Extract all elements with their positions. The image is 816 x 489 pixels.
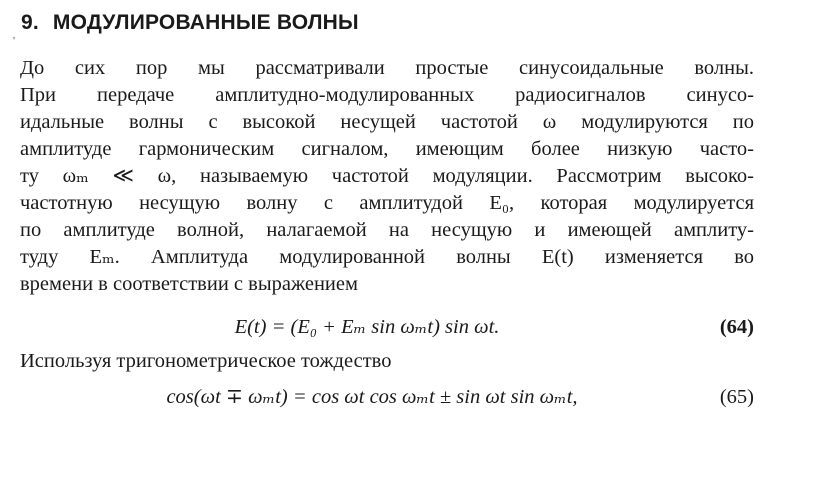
paragraph-line: идальные волны с высокой несущей частотой ω модулируются по bbox=[20, 111, 754, 133]
paragraph-line: туду Eₘ. Амплитуда модулированной волны E(t) изменяется во bbox=[20, 246, 754, 268]
paragraph-line: ту ωₘ ≪ ω, называемую частотой модуляции. Рассмотрим высоко- bbox=[20, 165, 754, 187]
equation-65 bbox=[20, 382, 754, 412]
paragraph-line: амплитуде гармоническим сигналом, имеющим более низкую часто- bbox=[20, 138, 754, 160]
paragraph-line: по амплитуде волной, налагаемой на несущую и имеющей амплиту- bbox=[20, 219, 754, 241]
equation-65-number: (65) bbox=[719, 386, 754, 408]
equation-64-formula: E(t) = (E₀ + Eₘ sin ωₘt) sin ωt. bbox=[234, 316, 500, 338]
body-paragraph bbox=[20, 55, 754, 298]
paragraph-line: частотную несущую волну с амплитудой E₀, которая модулируется bbox=[20, 192, 754, 214]
paragraph-line: времени в соответствии с выражением bbox=[20, 273, 358, 295]
section-number: 9. bbox=[21, 11, 39, 34]
section-heading bbox=[21, 11, 359, 35]
paragraph-line: При передаче амплитудно-модулированных радиосигналов синусо- bbox=[20, 84, 754, 106]
paragraph-line: До сих пор мы рассматривали простые синусоидальные волны. bbox=[20, 57, 754, 79]
equation-64-number: (64) bbox=[719, 316, 754, 338]
section-title: МОДУЛИРОВАННЫЕ ВОЛНЫ bbox=[52, 11, 359, 34]
equation-65-formula: cos(ωt ∓ ωₘt) = cos ωt cos ωₘt ± sin ωt sin ωₘt, bbox=[166, 386, 578, 408]
scan-mark: ' bbox=[13, 35, 15, 47]
equation-64 bbox=[20, 312, 754, 342]
identity-intro-text: Используя тригонометрическое тождество bbox=[20, 350, 392, 372]
